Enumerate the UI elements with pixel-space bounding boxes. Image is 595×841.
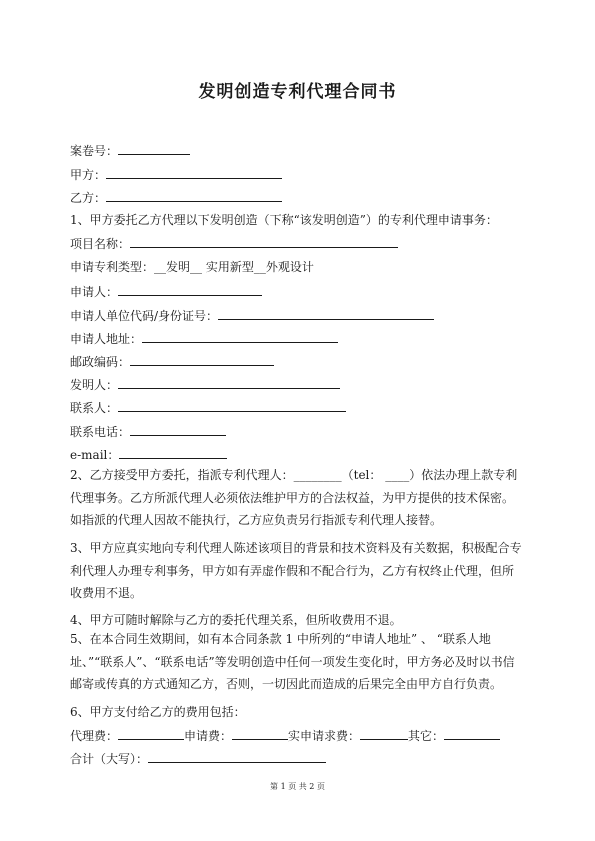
party-b-label: 乙方： [70,191,107,205]
clause-2: 2、乙方接受甲方委托，指派专利代理人：________（tel： ____）依法办理上款专利代理事务。乙方所派代理人必须依法维护甲方的合法权益，为甲方提供的技术保密。如指派的代理人因故不能执行，乙方应负责另行指派专利代理人接替。 [70,468,518,527]
exam-fee-blank[interactable] [360,728,408,740]
postal-code-line [70,354,274,369]
party-b-line [70,190,282,205]
email-line [70,447,227,462]
clause-5: 5、在本合同生效期间，如有本合同条款 1 中所列的“申请人地址” 、 “联系人地址、”“联系人”、“联系电话”等发明创造中任何一项发生变化时，甲方务必及时以书信邮寄或传真的方式通知乙方，否则，一切因此而造成的后果完全由甲方自行负责。 [70,632,515,691]
agency-fee-label: 代理费： [70,729,119,743]
postal-code-blank[interactable] [130,354,274,366]
inventor-label: 发明人： [70,378,119,392]
exam-fee-label: 实申请求费： [288,729,361,743]
total-line [70,751,326,766]
clause-3: 3、甲方应真实地向专利代理人陈述该项目的背景和技术资料及有关数据，积极配合专利代理人办理专利事务，甲方如有弄虚作假和不配合行为，乙方有权终止代理，但所收费用不退。 [70,541,522,600]
total-label: 合计（大写）： [70,752,149,766]
applicant-address-label: 申请人地址： [70,332,143,346]
application-fee-label: 申请费： [184,729,233,743]
contact-phone-blank[interactable] [130,424,226,436]
contact-blank[interactable] [118,400,346,412]
applicant-line [70,284,262,299]
case-number-line [70,143,190,158]
contact-line [70,400,346,415]
applicant-label: 申请人： [70,285,119,299]
fees-line [70,728,500,743]
party-a-blank[interactable] [106,167,282,179]
email-label: e-mail： [70,448,120,462]
contact-label: 联系人： [70,401,119,415]
applicant-id-label: 申请人单位代码/身份证号： [70,309,219,323]
inventor-line [70,377,340,392]
email-blank[interactable] [119,447,227,459]
postal-code-label: 邮政编码： [70,355,131,369]
party-b-blank[interactable] [106,190,282,202]
applicant-address-blank[interactable] [142,331,338,343]
application-fee-blank[interactable] [232,728,288,740]
case-number-blank[interactable] [118,143,190,155]
document-title: 发明创造专利代理合同书 [198,82,397,102]
total-blank[interactable] [148,751,326,763]
party-a-label: 甲方： [70,168,107,182]
applicant-address-line [70,331,338,346]
clause-1: 1、甲方委托乙方代理以下发明创造（下称“该发明创造”）的专利代理申请事务： [70,213,498,227]
applicant-blank[interactable] [118,284,262,296]
applicant-id-blank[interactable] [218,308,434,320]
patent-type-line: 申请专利类型：__发明__ 实用新型__外观设计 [70,260,314,274]
contact-phone-label: 联系电话： [70,425,131,439]
inventor-blank[interactable] [118,377,340,389]
applicant-id-line [70,308,434,323]
clause-6: 6、甲方支付给乙方的费用包括： [70,705,246,719]
page-footer: 第 1 页 共 2 页 [270,782,325,791]
party-a-line [70,167,282,182]
project-name-blank[interactable] [130,236,398,248]
project-name-label: 项目名称： [70,237,131,251]
project-name-line [70,236,398,251]
contact-phone-line [70,424,226,439]
clause-4: 4、甲方可随时解除与乙方的委托代理关系，但所收费用不退。 [70,613,402,627]
other-fee-blank[interactable] [444,728,500,740]
agency-fee-blank[interactable] [118,728,184,740]
case-number-label: 案卷号： [70,144,119,158]
other-fee-label: 其它： [408,729,445,743]
